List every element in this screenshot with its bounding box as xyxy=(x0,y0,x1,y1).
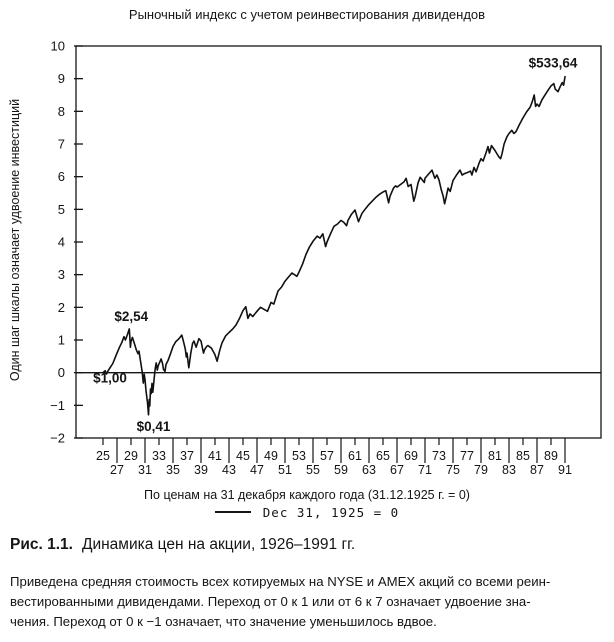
y-tick-label: 5 xyxy=(57,201,65,217)
series-market-index xyxy=(103,77,565,415)
x-tick-label: 31 xyxy=(138,463,152,477)
y-tick-label: −1 xyxy=(50,397,65,413)
x-tick-label: 37 xyxy=(180,449,194,463)
x-tick-label: 81 xyxy=(488,449,502,463)
legend-line-sample xyxy=(215,511,251,513)
x-tick-label: 29 xyxy=(124,449,138,463)
figure-caption xyxy=(10,536,610,554)
x-tick-label: 71 xyxy=(418,463,432,477)
annotation-041: $0,41 xyxy=(136,418,171,434)
x-tick-label: 67 xyxy=(390,463,404,477)
legend-label: Dec 31, 1925 = 0 xyxy=(262,505,400,520)
y-tick-label: 7 xyxy=(57,136,65,152)
x-tick-label: 75 xyxy=(446,463,460,477)
x-tick-label: 61 xyxy=(348,449,362,463)
y-axis-title: Один шаг шкалы означает удвоение инвестиций xyxy=(8,98,22,382)
x-tick-label: 53 xyxy=(292,449,306,463)
x-tick-label: 51 xyxy=(278,463,292,477)
x-tick-label: 41 xyxy=(208,449,222,463)
x-tick-label: 87 xyxy=(530,463,544,477)
figure-title: Динамика цен на акции, 1926–1991 гг. xyxy=(81,536,356,553)
y-tick-label: 9 xyxy=(57,71,65,87)
legend xyxy=(0,505,614,520)
x-tick-label: 91 xyxy=(558,463,572,477)
x-tick-label: 77 xyxy=(460,449,474,463)
x-tick-label: 73 xyxy=(432,449,446,463)
annotation-53364: $533,64 xyxy=(528,55,578,71)
x-tick-label: 85 xyxy=(516,449,530,463)
y-tick-label: −2 xyxy=(50,430,65,446)
x-tick-label: 65 xyxy=(376,449,390,463)
x-tick-label: 25 xyxy=(96,449,110,463)
x-tick-label: 59 xyxy=(334,463,348,477)
x-tick-label: 45 xyxy=(236,449,250,463)
chart-title: Рыночный индекс с учетом реинвестирования дивидендов xyxy=(128,7,486,22)
y-tick-label: 4 xyxy=(57,234,65,250)
x-tick-label: 63 xyxy=(362,463,376,477)
x-tick-label: 83 xyxy=(502,463,516,477)
x-tick-label: 43 xyxy=(222,463,236,477)
x-axis-caption: По ценам на 31 декабря каждого года (31.12.1925 г. = 0) xyxy=(144,488,470,502)
x-tick-label: 57 xyxy=(320,449,334,463)
x-tick-label: 49 xyxy=(264,449,278,463)
y-tick-label: 1 xyxy=(57,332,65,348)
footnote-line: чения. Переход от 0 к −1 означает, что значение уменьшилось вдвое. xyxy=(10,613,437,629)
y-tick-label: 10 xyxy=(50,38,65,54)
x-tick-label: 27 xyxy=(110,463,124,477)
annotation-100: $1,00 xyxy=(93,370,127,386)
x-tick-label: 39 xyxy=(194,463,208,477)
x-tick-label: 47 xyxy=(250,463,264,477)
y-tick-label: 2 xyxy=(57,299,65,315)
footnote-line: Приведена средняя стоимость всех котируемых на NYSE и AMEX акций со всеми реин- xyxy=(10,574,551,589)
y-tick-label: 0 xyxy=(57,365,65,381)
figure-number: Рис. 1.1. xyxy=(10,536,73,553)
footnote-line: вестированными дивидендами. Переход от 0 к 1 или от 6 к 7 означает удвоение зна- xyxy=(10,593,531,609)
x-tick-label: 35 xyxy=(166,463,180,477)
y-tick-label: 3 xyxy=(57,267,65,283)
annotation-254: $2,54 xyxy=(114,308,149,324)
y-tick-label: 6 xyxy=(57,169,65,185)
footnote xyxy=(10,572,610,631)
x-tick-label: 69 xyxy=(404,449,418,463)
x-tick-label: 33 xyxy=(152,449,166,463)
x-tick-label: 79 xyxy=(474,463,488,477)
x-tick-label: 55 xyxy=(306,463,320,477)
y-tick-label: 8 xyxy=(57,103,65,119)
x-tick-label: 89 xyxy=(544,449,558,463)
